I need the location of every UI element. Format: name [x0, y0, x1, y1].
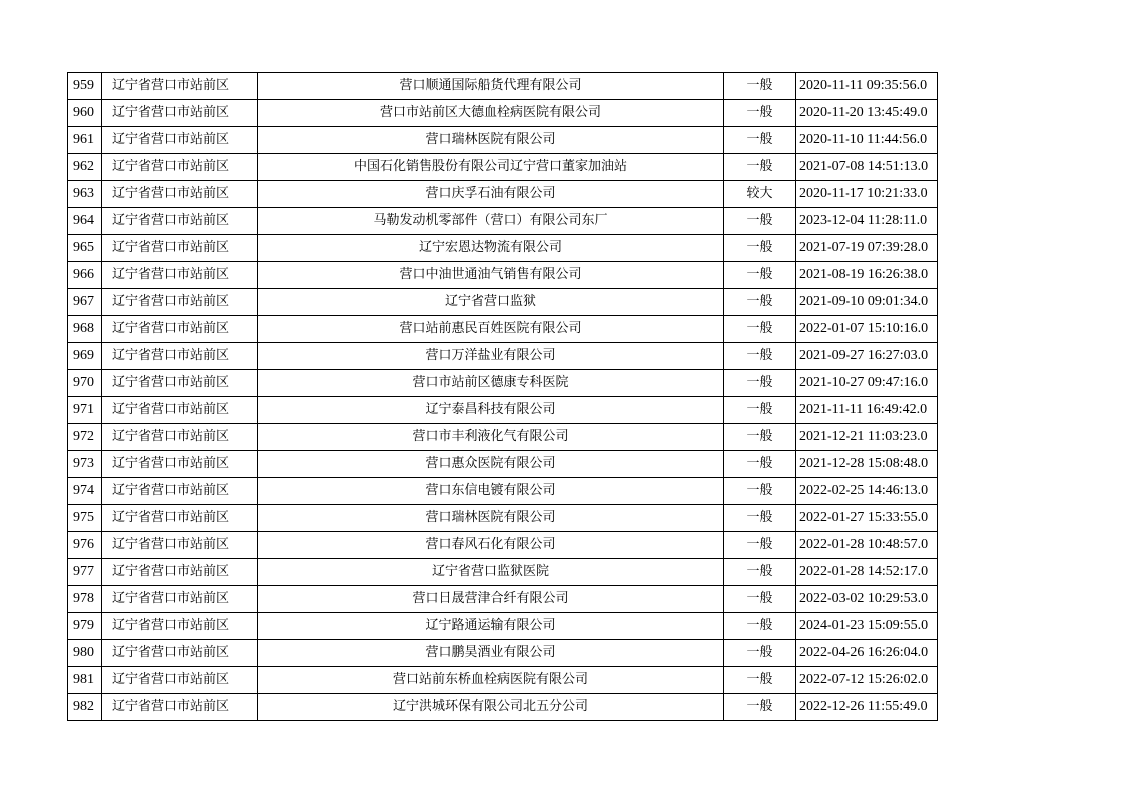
- row-number-cell: 970: [68, 370, 102, 397]
- risk-level-cell: 一般: [724, 424, 796, 451]
- table-row: [68, 505, 938, 532]
- row-number-cell: 962: [68, 154, 102, 181]
- risk-level-cell: 一般: [724, 235, 796, 262]
- risk-level-cell: 一般: [724, 343, 796, 370]
- risk-level-cell: 一般: [724, 262, 796, 289]
- risk-level-cell: 一般: [724, 154, 796, 181]
- risk-level-cell: 一般: [724, 100, 796, 127]
- row-number-cell: 976: [68, 532, 102, 559]
- table-row: [68, 640, 938, 667]
- row-number-cell: 969: [68, 343, 102, 370]
- timestamp-cell: 2022-02-25 14:46:13.0: [796, 478, 938, 505]
- row-number-cell: 960: [68, 100, 102, 127]
- region-cell: 辽宁省营口市站前区: [102, 694, 258, 721]
- risk-level-cell: 一般: [724, 559, 796, 586]
- timestamp-cell: 2021-10-27 09:47:16.0: [796, 370, 938, 397]
- timestamp-cell: 2023-12-04 11:28:11.0: [796, 208, 938, 235]
- timestamp-cell: 2021-08-19 16:26:38.0: [796, 262, 938, 289]
- region-cell: 辽宁省营口市站前区: [102, 100, 258, 127]
- company-name-cell: 营口庆孚石油有限公司: [258, 181, 724, 208]
- region-cell: 辽宁省营口市站前区: [102, 235, 258, 262]
- timestamp-cell: 2021-11-11 16:49:42.0: [796, 397, 938, 424]
- timestamp-cell: 2021-12-28 15:08:48.0: [796, 451, 938, 478]
- table-row: [68, 343, 938, 370]
- row-number-cell: 959: [68, 73, 102, 100]
- company-name-cell: 辽宁省营口监狱医院: [258, 559, 724, 586]
- table-row: [68, 613, 938, 640]
- timestamp-cell: 2020-11-10 11:44:56.0: [796, 127, 938, 154]
- region-cell: 辽宁省营口市站前区: [102, 73, 258, 100]
- row-number-cell: 968: [68, 316, 102, 343]
- row-number-cell: 973: [68, 451, 102, 478]
- table-row: [68, 559, 938, 586]
- company-name-cell: 营口日晟营津合纤有限公司: [258, 586, 724, 613]
- company-name-cell: 营口东信电镀有限公司: [258, 478, 724, 505]
- timestamp-cell: 2021-09-27 16:27:03.0: [796, 343, 938, 370]
- risk-level-cell: 较大: [724, 181, 796, 208]
- region-cell: 辽宁省营口市站前区: [102, 559, 258, 586]
- risk-level-cell: 一般: [724, 613, 796, 640]
- risk-level-cell: 一般: [724, 505, 796, 532]
- timestamp-cell: 2020-11-11 09:35:56.0: [796, 73, 938, 100]
- company-name-cell: 辽宁泰昌科技有限公司: [258, 397, 724, 424]
- row-number-cell: 971: [68, 397, 102, 424]
- company-name-cell: 辽宁路通运输有限公司: [258, 613, 724, 640]
- company-name-cell: 营口站前惠民百姓医院有限公司: [258, 316, 724, 343]
- risk-level-cell: 一般: [724, 478, 796, 505]
- timestamp-cell: 2021-07-08 14:51:13.0: [796, 154, 938, 181]
- company-name-cell: 辽宁洪城环保有限公司北五分公司: [258, 694, 724, 721]
- table-row: [68, 451, 938, 478]
- region-cell: 辽宁省营口市站前区: [102, 451, 258, 478]
- risk-level-cell: 一般: [724, 586, 796, 613]
- table-row: [68, 694, 938, 721]
- table-row: [68, 289, 938, 316]
- region-cell: 辽宁省营口市站前区: [102, 424, 258, 451]
- row-number-cell: 975: [68, 505, 102, 532]
- row-number-cell: 980: [68, 640, 102, 667]
- company-name-cell: 营口瑞林医院有限公司: [258, 505, 724, 532]
- risk-level-cell: 一般: [724, 370, 796, 397]
- region-cell: 辽宁省营口市站前区: [102, 532, 258, 559]
- region-cell: 辽宁省营口市站前区: [102, 316, 258, 343]
- region-cell: 辽宁省营口市站前区: [102, 181, 258, 208]
- table-row: [68, 181, 938, 208]
- table-row: [68, 235, 938, 262]
- timestamp-cell: 2021-09-10 09:01:34.0: [796, 289, 938, 316]
- row-number-cell: 963: [68, 181, 102, 208]
- risk-level-cell: 一般: [724, 640, 796, 667]
- company-name-cell: 中国石化销售股份有限公司辽宁营口董家加油站: [258, 154, 724, 181]
- region-cell: 辽宁省营口市站前区: [102, 370, 258, 397]
- table-row: [68, 586, 938, 613]
- risk-level-cell: 一般: [724, 73, 796, 100]
- region-cell: 辽宁省营口市站前区: [102, 613, 258, 640]
- region-cell: 辽宁省营口市站前区: [102, 397, 258, 424]
- table-row: [68, 370, 938, 397]
- region-cell: 辽宁省营口市站前区: [102, 343, 258, 370]
- enterprise-table: [67, 72, 938, 721]
- company-name-cell: 营口站前东桥血栓病医院有限公司: [258, 667, 724, 694]
- row-number-cell: 965: [68, 235, 102, 262]
- timestamp-cell: 2024-01-23 15:09:55.0: [796, 613, 938, 640]
- company-name-cell: 营口春风石化有限公司: [258, 532, 724, 559]
- region-cell: 辽宁省营口市站前区: [102, 208, 258, 235]
- timestamp-cell: 2022-01-07 15:10:16.0: [796, 316, 938, 343]
- row-number-cell: 977: [68, 559, 102, 586]
- timestamp-cell: 2021-12-21 11:03:23.0: [796, 424, 938, 451]
- risk-level-cell: 一般: [724, 208, 796, 235]
- table-row: [68, 154, 938, 181]
- region-cell: 辽宁省营口市站前区: [102, 640, 258, 667]
- company-name-cell: 营口市站前区德康专科医院: [258, 370, 724, 397]
- risk-level-cell: 一般: [724, 316, 796, 343]
- region-cell: 辽宁省营口市站前区: [102, 505, 258, 532]
- table-row: [68, 397, 938, 424]
- company-name-cell: 营口市丰利液化气有限公司: [258, 424, 724, 451]
- table-row: [68, 208, 938, 235]
- region-cell: 辽宁省营口市站前区: [102, 289, 258, 316]
- region-cell: 辽宁省营口市站前区: [102, 667, 258, 694]
- risk-level-cell: 一般: [724, 667, 796, 694]
- risk-level-cell: 一般: [724, 127, 796, 154]
- timestamp-cell: 2020-11-17 10:21:33.0: [796, 181, 938, 208]
- table-body: [68, 73, 938, 721]
- company-name-cell: 马勒发动机零部件（营口）有限公司东厂: [258, 208, 724, 235]
- company-name-cell: 辽宁省营口监狱: [258, 289, 724, 316]
- row-number-cell: 964: [68, 208, 102, 235]
- row-number-cell: 966: [68, 262, 102, 289]
- row-number-cell: 967: [68, 289, 102, 316]
- table-row: [68, 424, 938, 451]
- company-name-cell: 营口万洋盐业有限公司: [258, 343, 724, 370]
- company-name-cell: 营口鹏昊酒业有限公司: [258, 640, 724, 667]
- risk-level-cell: 一般: [724, 451, 796, 478]
- table-row: [68, 667, 938, 694]
- company-name-cell: 辽宁宏恩达物流有限公司: [258, 235, 724, 262]
- row-number-cell: 978: [68, 586, 102, 613]
- enterprise-table-container: [67, 72, 938, 721]
- timestamp-cell: 2021-07-19 07:39:28.0: [796, 235, 938, 262]
- region-cell: 辽宁省营口市站前区: [102, 262, 258, 289]
- row-number-cell: 981: [68, 667, 102, 694]
- row-number-cell: 979: [68, 613, 102, 640]
- timestamp-cell: 2022-01-27 15:33:55.0: [796, 505, 938, 532]
- risk-level-cell: 一般: [724, 532, 796, 559]
- risk-level-cell: 一般: [724, 397, 796, 424]
- region-cell: 辽宁省营口市站前区: [102, 478, 258, 505]
- region-cell: 辽宁省营口市站前区: [102, 154, 258, 181]
- table-row: [68, 73, 938, 100]
- row-number-cell: 972: [68, 424, 102, 451]
- row-number-cell: 961: [68, 127, 102, 154]
- company-name-cell: 营口市站前区大德血栓病医院有限公司: [258, 100, 724, 127]
- region-cell: 辽宁省营口市站前区: [102, 586, 258, 613]
- timestamp-cell: 2022-07-12 15:26:02.0: [796, 667, 938, 694]
- timestamp-cell: 2022-03-02 10:29:53.0: [796, 586, 938, 613]
- table-row: [68, 316, 938, 343]
- table-row: [68, 262, 938, 289]
- timestamp-cell: 2022-01-28 10:48:57.0: [796, 532, 938, 559]
- table-row: [68, 127, 938, 154]
- risk-level-cell: 一般: [724, 289, 796, 316]
- company-name-cell: 营口惠众医院有限公司: [258, 451, 724, 478]
- company-name-cell: 营口顺通国际船货代理有限公司: [258, 73, 724, 100]
- company-name-cell: 营口中油世通油气销售有限公司: [258, 262, 724, 289]
- timestamp-cell: 2022-01-28 14:52:17.0: [796, 559, 938, 586]
- region-cell: 辽宁省营口市站前区: [102, 127, 258, 154]
- timestamp-cell: 2022-04-26 16:26:04.0: [796, 640, 938, 667]
- row-number-cell: 974: [68, 478, 102, 505]
- timestamp-cell: 2022-12-26 11:55:49.0: [796, 694, 938, 721]
- table-row: [68, 478, 938, 505]
- row-number-cell: 982: [68, 694, 102, 721]
- company-name-cell: 营口瑞林医院有限公司: [258, 127, 724, 154]
- risk-level-cell: 一般: [724, 694, 796, 721]
- table-row: [68, 100, 938, 127]
- timestamp-cell: 2020-11-20 13:45:49.0: [796, 100, 938, 127]
- table-row: [68, 532, 938, 559]
